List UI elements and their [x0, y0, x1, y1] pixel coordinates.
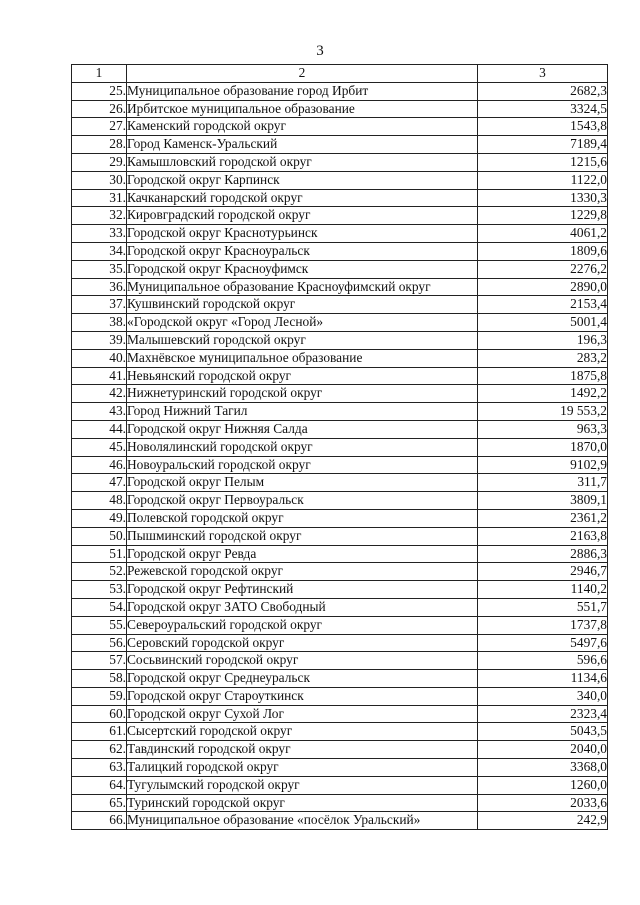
row-number-cell: 59.: [72, 687, 127, 705]
municipality-name-cell: Нижнетуринский городской округ: [127, 385, 478, 403]
municipal-table: [71, 64, 608, 830]
row-number-cell: 40.: [72, 349, 127, 367]
row-number-cell: 32.: [72, 207, 127, 225]
table-row: [72, 314, 608, 332]
municipality-name-cell: Кушвинский городской округ: [127, 296, 478, 314]
amount-cell: 1330,3: [478, 189, 608, 207]
table-row: [72, 598, 608, 616]
row-number-cell: 60.: [72, 705, 127, 723]
amount-cell: 5043,5: [478, 723, 608, 741]
municipality-name-cell: Городской округ Первоуральск: [127, 492, 478, 510]
row-number-cell: 36.: [72, 278, 127, 296]
table-row: [72, 82, 608, 100]
column-header-name: 2: [127, 65, 478, 83]
row-number-cell: 58.: [72, 670, 127, 688]
municipality-name-cell: Городской округ Рефтинский: [127, 581, 478, 599]
row-number-cell: 27.: [72, 118, 127, 136]
table-row: [72, 136, 608, 154]
table-row: [72, 403, 608, 421]
table-row: [72, 260, 608, 278]
table-row: [72, 207, 608, 225]
table-row: [72, 420, 608, 438]
row-number-cell: 33.: [72, 225, 127, 243]
amount-cell: 1809,6: [478, 242, 608, 260]
amount-cell: 1140,2: [478, 581, 608, 599]
table-row: [72, 705, 608, 723]
row-number-cell: 64.: [72, 776, 127, 794]
table-row: [72, 563, 608, 581]
table-row: [72, 367, 608, 385]
amount-cell: 1229,8: [478, 207, 608, 225]
amount-cell: 7189,4: [478, 136, 608, 154]
table-row: [72, 492, 608, 510]
column-header-number: 1: [72, 65, 127, 83]
row-number-cell: 30.: [72, 171, 127, 189]
municipality-name-cell: Махнёвское муниципальное образование: [127, 349, 478, 367]
row-number-cell: 34.: [72, 242, 127, 260]
amount-cell: 1543,8: [478, 118, 608, 136]
municipality-name-cell: Ирбитское муниципальное образование: [127, 100, 478, 118]
table-row: [72, 100, 608, 118]
amount-cell: 2276,2: [478, 260, 608, 278]
municipality-name-cell: Сысертский городской округ: [127, 723, 478, 741]
amount-cell: 1215,6: [478, 153, 608, 171]
amount-cell: 4061,2: [478, 225, 608, 243]
amount-cell: 551,7: [478, 598, 608, 616]
municipality-name-cell: Муниципальное образование «посёлок Уральский»: [127, 812, 478, 830]
municipality-name-cell: Невьянский городской округ: [127, 367, 478, 385]
row-number-cell: 29.: [72, 153, 127, 171]
table-row: [72, 687, 608, 705]
table-row: [72, 581, 608, 599]
municipality-name-cell: Малышевский городской округ: [127, 331, 478, 349]
amount-cell: 5497,6: [478, 634, 608, 652]
municipality-name-cell: Городской округ Сухой Лог: [127, 705, 478, 723]
municipality-name-cell: Городской округ Староуткинск: [127, 687, 478, 705]
amount-cell: 5001,4: [478, 314, 608, 332]
municipality-name-cell: Город Нижний Тагил: [127, 403, 478, 421]
column-header-value: 3: [478, 65, 608, 83]
municipality-name-cell: Каменский городской округ: [127, 118, 478, 136]
row-number-cell: 51.: [72, 545, 127, 563]
amount-cell: 963,3: [478, 420, 608, 438]
table-body: [72, 82, 608, 829]
amount-cell: 283,2: [478, 349, 608, 367]
municipality-name-cell: Муниципальное образование город Ирбит: [127, 82, 478, 100]
municipality-name-cell: Талицкий городской округ: [127, 759, 478, 777]
municipality-name-cell: Городской округ Красноуфимск: [127, 260, 478, 278]
table-row: [72, 509, 608, 527]
amount-cell: 3368,0: [478, 759, 608, 777]
row-number-cell: 55.: [72, 616, 127, 634]
municipality-name-cell: Городской округ Среднеуральск: [127, 670, 478, 688]
table-row: [72, 153, 608, 171]
municipality-name-cell: Полевской городской округ: [127, 509, 478, 527]
amount-cell: 2163,8: [478, 527, 608, 545]
amount-cell: 1875,8: [478, 367, 608, 385]
row-number-cell: 53.: [72, 581, 127, 599]
row-number-cell: 66.: [72, 812, 127, 830]
table-row: [72, 634, 608, 652]
amount-cell: 2153,4: [478, 296, 608, 314]
municipality-name-cell: Пышминский городской округ: [127, 527, 478, 545]
amount-cell: 196,3: [478, 331, 608, 349]
amount-cell: 596,6: [478, 652, 608, 670]
table-row: [72, 438, 608, 456]
municipality-name-cell: Городской округ Краснотурьинск: [127, 225, 478, 243]
amount-cell: 2033,6: [478, 794, 608, 812]
row-number-cell: 45.: [72, 438, 127, 456]
table-row: [72, 741, 608, 759]
municipality-name-cell: Городской округ Ревда: [127, 545, 478, 563]
municipality-name-cell: «Городской округ «Город Лесной»: [127, 314, 478, 332]
municipality-name-cell: Североуральский городской округ: [127, 616, 478, 634]
table-row: [72, 527, 608, 545]
table-row: [72, 242, 608, 260]
row-number-cell: 56.: [72, 634, 127, 652]
row-number-cell: 41.: [72, 367, 127, 385]
row-number-cell: 42.: [72, 385, 127, 403]
table-row: [72, 670, 608, 688]
amount-cell: 3809,1: [478, 492, 608, 510]
table-header-row: [72, 65, 608, 83]
municipality-name-cell: Городской округ ЗАТО Свободный: [127, 598, 478, 616]
table-row: [72, 616, 608, 634]
municipality-name-cell: Туринский городской округ: [127, 794, 478, 812]
table-row: [72, 545, 608, 563]
row-number-cell: 49.: [72, 509, 127, 527]
table-row: [72, 812, 608, 830]
row-number-cell: 50.: [72, 527, 127, 545]
table-row: [72, 296, 608, 314]
row-number-cell: 52.: [72, 563, 127, 581]
table-row: [72, 776, 608, 794]
row-number-cell: 61.: [72, 723, 127, 741]
municipality-name-cell: Тавдинский городской округ: [127, 741, 478, 759]
municipality-name-cell: Городской округ Красноуральск: [127, 242, 478, 260]
row-number-cell: 63.: [72, 759, 127, 777]
table-row: [72, 474, 608, 492]
municipality-name-cell: Камышловский городской округ: [127, 153, 478, 171]
municipality-name-cell: Муниципальное образование Красноуфимский округ: [127, 278, 478, 296]
amount-cell: 2886,3: [478, 545, 608, 563]
municipality-name-cell: Кировградский городской округ: [127, 207, 478, 225]
municipality-name-cell: Город Каменск-Уральский: [127, 136, 478, 154]
table-row: [72, 331, 608, 349]
amount-cell: 1492,2: [478, 385, 608, 403]
table-row: [72, 349, 608, 367]
municipality-name-cell: Городской округ Карпинск: [127, 171, 478, 189]
table-row: [72, 456, 608, 474]
row-number-cell: 47.: [72, 474, 127, 492]
municipality-name-cell: Качканарский городской округ: [127, 189, 478, 207]
row-number-cell: 38.: [72, 314, 127, 332]
amount-cell: 1260,0: [478, 776, 608, 794]
table-row: [72, 189, 608, 207]
table-row: [72, 652, 608, 670]
row-number-cell: 57.: [72, 652, 127, 670]
table-row: [72, 225, 608, 243]
amount-cell: 1134,6: [478, 670, 608, 688]
table-row: [72, 794, 608, 812]
amount-cell: 2890,0: [478, 278, 608, 296]
amount-cell: 2682,3: [478, 82, 608, 100]
row-number-cell: 54.: [72, 598, 127, 616]
amount-cell: 2361,2: [478, 509, 608, 527]
table-row: [72, 385, 608, 403]
municipality-name-cell: Городской округ Нижняя Салда: [127, 420, 478, 438]
row-number-cell: 26.: [72, 100, 127, 118]
amount-cell: 1122,0: [478, 171, 608, 189]
amount-cell: 1870,0: [478, 438, 608, 456]
row-number-cell: 62.: [72, 741, 127, 759]
amount-cell: 2946,7: [478, 563, 608, 581]
table-row: [72, 723, 608, 741]
amount-cell: 242,9: [478, 812, 608, 830]
amount-cell: 2323,4: [478, 705, 608, 723]
amount-cell: 2040,0: [478, 741, 608, 759]
municipality-name-cell: Режевской городской округ: [127, 563, 478, 581]
table-row: [72, 118, 608, 136]
municipality-name-cell: Новоуральский городской округ: [127, 456, 478, 474]
row-number-cell: 48.: [72, 492, 127, 510]
table-row: [72, 278, 608, 296]
amount-cell: 1737,8: [478, 616, 608, 634]
municipality-name-cell: Серовский городской округ: [127, 634, 478, 652]
row-number-cell: 65.: [72, 794, 127, 812]
row-number-cell: 43.: [72, 403, 127, 421]
table-row: [72, 759, 608, 777]
amount-cell: 3324,5: [478, 100, 608, 118]
row-number-cell: 39.: [72, 331, 127, 349]
row-number-cell: 28.: [72, 136, 127, 154]
amount-cell: 340,0: [478, 687, 608, 705]
row-number-cell: 35.: [72, 260, 127, 278]
municipality-name-cell: Новолялинский городской округ: [127, 438, 478, 456]
municipality-name-cell: Городской округ Пелым: [127, 474, 478, 492]
municipality-name-cell: Тугулымский городской округ: [127, 776, 478, 794]
amount-cell: 9102,9: [478, 456, 608, 474]
municipality-name-cell: Сосьвинский городской округ: [127, 652, 478, 670]
row-number-cell: 46.: [72, 456, 127, 474]
amount-cell: 19 553,2: [478, 403, 608, 421]
row-number-cell: 37.: [72, 296, 127, 314]
row-number-cell: 25.: [72, 82, 127, 100]
page-number: 3: [316, 43, 324, 59]
amount-cell: 311,7: [478, 474, 608, 492]
row-number-cell: 44.: [72, 420, 127, 438]
row-number-cell: 31.: [72, 189, 127, 207]
table-row: [72, 171, 608, 189]
